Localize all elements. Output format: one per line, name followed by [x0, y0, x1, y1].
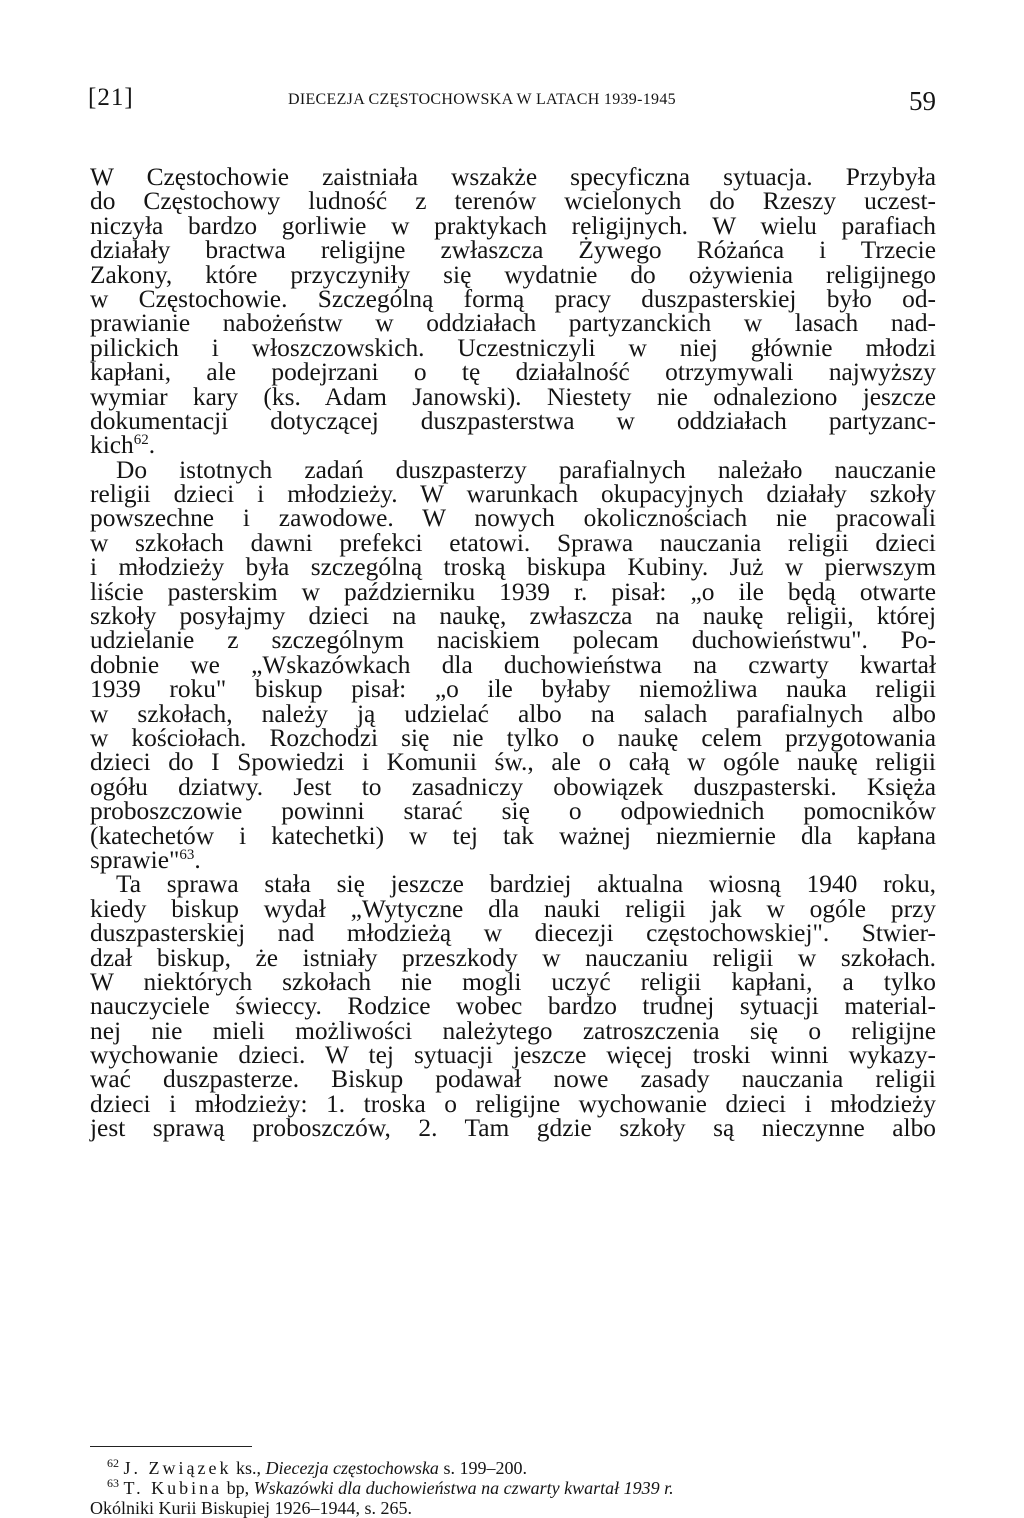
line-text: sprawie": [90, 845, 180, 874]
text-line: nej nie mieli możliwości należytego zatroszczenia się o religijne: [90, 1016, 936, 1045]
text-line: dzał biskup, że istniały przeszkody w nauczaniu religii w szkołach.: [90, 943, 936, 972]
running-header: [88, 84, 936, 124]
text-line: i młodzieży była szczególną troską biskupa Kubiny. Już w pierwszym: [90, 553, 936, 582]
footnote-role: bp,: [222, 1478, 254, 1498]
footnote-number: 63: [107, 1476, 119, 1490]
footnote-rest: s. 199–200.: [438, 1458, 527, 1478]
text-line: Zakony, które przyczyniły się wydatnie do ożywienia religijnego: [90, 260, 936, 289]
footnote-62: [90, 1458, 936, 1478]
text-line: pilickich i włoszczowskich. Uczestniczyli w niej głównie młodzi: [90, 333, 936, 362]
body-text: [90, 165, 936, 1141]
footnote-continuation: Okólniki Kurii Biskupiej 1926–1944, s. 265.: [90, 1498, 413, 1518]
text-line: wać duszpasterze. Biskup podawał nowe zasady nauczania religii: [90, 1065, 936, 1094]
footnote-author: J. Związek: [123, 1458, 232, 1478]
footnote-author: T. Kubina: [123, 1478, 223, 1498]
text-line: wychowanie dzieci. W tej sytuacji jeszcze więcej troski winni wykazy-: [90, 1041, 936, 1070]
text-line: W niektórych szkołach nie mogli uczyć religii kapłani, a tylko: [90, 967, 936, 996]
paragraph-start-line: Ta sprawa stała się jeszcze bardziej aktualna wiosną 1940 roku,: [116, 870, 936, 899]
text-line: ogółu dziatwy. Jest to zasadniczy obowiązek duszpasterski. Księża: [90, 772, 936, 801]
text-line: działały bractwa religijne zwłaszcza Żywego Różańca i Trzecie: [90, 236, 936, 265]
text-line: [90, 431, 936, 460]
text-line: [90, 845, 936, 874]
footnotes: [90, 1458, 936, 1518]
period: .: [148, 431, 156, 460]
text-line: w Częstochowie. Szczególną formą pracy duszpasterskiej było od-: [90, 284, 936, 313]
text-line: 1939 roku" biskup pisał: „o ile byłaby niemożliwa nauka religii: [90, 675, 936, 704]
text-line: liście pasterskim w październiku 1939 r. pisał: „o ile będą otwarte: [90, 577, 936, 606]
page-number: 59: [909, 86, 936, 116]
text-line: kiedy biskup wydał „Wytyczne dla nauki religii jak w ogóle przy: [90, 894, 936, 923]
text-line: (katechetów i katechetki) w tej tak ważnej niezmiernie dla kapłana: [90, 821, 936, 850]
running-title: DIECEZJA CZĘSTOCHOWSKA W LATACH 1939-1945: [288, 91, 676, 108]
footnote-title: Wskazówki dla duchowieństwa na czwarty kwartał 1939 r.: [253, 1478, 674, 1498]
text-line: w kościołach. Rozchodzi się nie tylko o naukę celem przygotowania: [90, 723, 936, 752]
footnote-ref-63[interactable]: 63: [179, 846, 195, 863]
text-line: dzieci do I Spowiedzi i Komunii św., ale o całą w ogóle naukę religii: [90, 748, 936, 777]
footnote-number: 62: [107, 1456, 119, 1470]
text-line: do Częstochowy ludność z terenów wcielonych do Rzeszy uczest-: [90, 187, 936, 216]
text-line: niczyła bardzo gorliwie w praktykach religijnych. W wielu parafiach: [90, 211, 936, 240]
footnote-63: [90, 1478, 936, 1498]
text-line: kapłani, ale podejrzani o tę działalność otrzymywali najwyższy: [90, 358, 936, 387]
text-line: nauczyciele świeccy. Rodzice wobec bardzo trudnej sytuacji material-: [90, 992, 936, 1021]
text-line: w szkołach, należy ją udzielać albo na salach parafialnych albo: [90, 699, 936, 728]
footnote-title: Diecezja częstochowska: [265, 1458, 439, 1478]
text-line: powszechne i zawodowe. W nowych okolicznościach nie pracowali: [90, 504, 936, 533]
footnote-ref-62[interactable]: 62: [133, 432, 149, 449]
text-line: prawianie nabożeństw w oddziałach partyzanckich w lasach nad-: [90, 309, 936, 338]
text-line: jest sprawą proboszczów, 2. Tam gdzie szkoły są nieczynne albo: [90, 1114, 936, 1143]
line-text: kich: [90, 431, 134, 460]
text-line: religii dzieci i młodzieży. W warunkach okupacyjnych działały szkoły: [90, 480, 936, 509]
footnote-divider: [90, 1446, 252, 1447]
text-line: w szkołach dawni prefekci etatowi. Sprawa nauczania religii dzieci: [90, 528, 936, 557]
text-line: proboszczowie powinni starać się o odpowiednich pomocników: [90, 797, 936, 826]
text-line: dzieci i młodzieży: 1. troska o religijne wychowanie dzieci i młodzieży: [90, 1089, 936, 1118]
text-line: W Częstochowie zaistniała wszakże specyficzna sytuacja. Przybyła: [90, 163, 936, 191]
footnote-role: ks.,: [231, 1458, 266, 1478]
text-line: udzielanie z szczególnym naciskiem polecam duchowieństwu". Po-: [90, 626, 936, 655]
text-line: wymiar kary (ks. Adam Janowski). Niestety nie odnaleziono jeszcze: [90, 382, 936, 411]
period: .: [194, 845, 201, 874]
text-line: szkoły posyłajmy dzieci na naukę, zwłaszcza na naukę religii, której: [90, 602, 936, 631]
text-line: dobnie we „Wskazówkach dla duchowieństwa na czwarty kwartał: [90, 650, 936, 679]
text-line: dokumentacji dotyczącej duszpasterstwa w oddziałach partyzanc-: [90, 406, 936, 435]
text-line: duszpasterskiej nad młodzieżą w diecezji częstochowskiej". Stwier-: [90, 919, 936, 948]
paragraph-start-line: Do istotnych zadań duszpasterzy parafialnych należało nauczanie: [116, 455, 936, 484]
section-number: [21]: [88, 84, 134, 111]
